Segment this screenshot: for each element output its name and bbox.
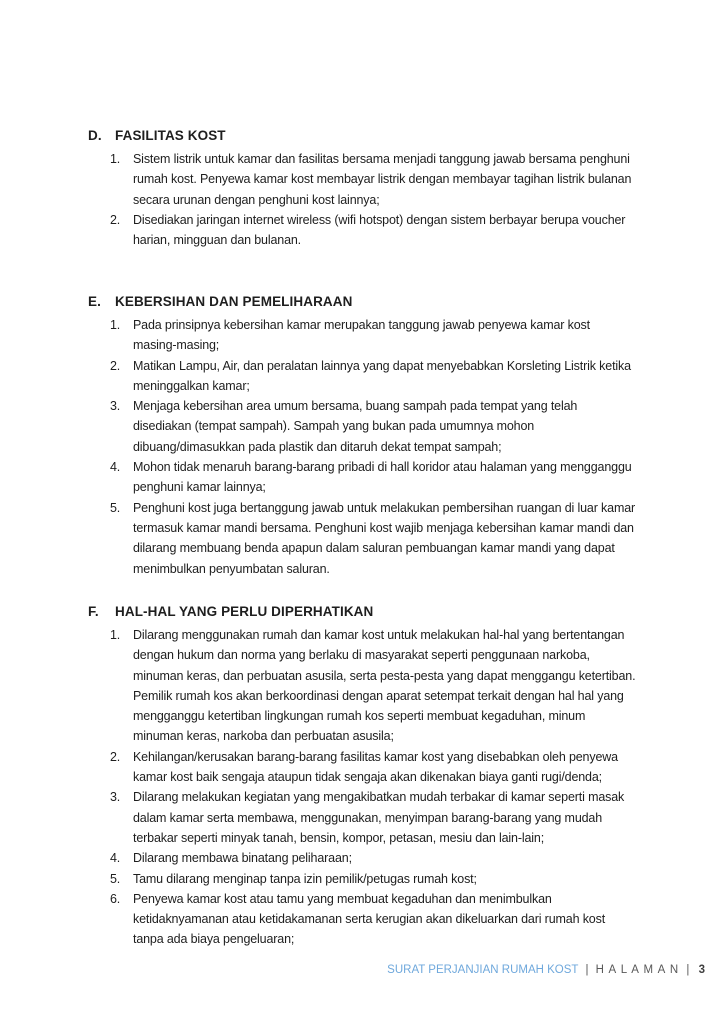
section-kebersihan-dan-pemeliharaan (88, 292, 636, 579)
item-text: Penyewa kamar kost atau tamu yang membuat kegaduhan dan menimbulkan ketidaknyamanan atau ketidakamanan serta kerugian akan dikeluarkan dari rumah kost tanpa ada biaya pengeluaran; (133, 891, 606, 947)
item-number: 4. (110, 460, 121, 475)
item-text: Menjaga kebersihan area umum bersama, buang sampah pada tempat yang telah disediakan (tempat sampah). Sampah yang bukan pada umumnya mohon dibuang/dimasukkan pada plastik dan ditaruh dekat tempat sampah; (133, 399, 578, 454)
item-number: 1. (110, 628, 121, 642)
section-title: KEBERSIHAN DAN PEMELIHARAAN (115, 294, 353, 309)
item-number: 1. (110, 152, 121, 166)
section-title: FASILITAS KOST (115, 128, 226, 143)
list-item (110, 625, 636, 747)
footer-page-number: 3 (698, 964, 705, 976)
item-text: Disediakan jaringan internet wireless (wifi hotspot) dengan sistem berbayar berupa voucher harian, mingguan dan bulanan. (133, 212, 626, 248)
list-item (110, 315, 636, 356)
list-item (110, 457, 636, 498)
item-text: Pada prinsipnya kebersihan kamar merupakan tanggung jawab penyewa kamar kost masing-masing; (133, 318, 590, 353)
section-letter: F. (88, 604, 99, 619)
list-item (110, 747, 636, 788)
section-fasilitas-kost (88, 126, 636, 250)
item-number: 2. (110, 212, 121, 227)
page-footer (387, 962, 705, 978)
item-text: Dilarang membawa binatang peliharaan; (133, 851, 352, 866)
item-text: Mohon tidak menaruh barang-barang pribadi di hall koridor atau halaman yang mengganggu penghuni kamar lainnya; (133, 460, 632, 495)
footer-separator: | (585, 964, 589, 976)
item-text: Kehilangan/kerusakan barang-barang fasilitas kamar kost yang disebabkan oleh penyewa kamar kost baik sengaja ataupun tidak sengaja akan dikenakan biaya ganti rugi/denda; (133, 749, 618, 785)
section-heading (88, 126, 636, 146)
section-item-list (88, 149, 636, 250)
item-number: 6. (110, 891, 121, 906)
item-text: Penghuni kost juga bertanggung jawab untuk melakukan pembersihan ruangan di luar kamar termasuk kamar mandi bersama. Penghuni kost wajib menjaga kebersihan kamar mandi dan dilarang membuang benda apapun dalam saluran pembuangan kamar mandi yang dapat menimbulkan penyumbatan saluran. (133, 500, 636, 576)
section-title: HAL-HAL YANG PERLU DIPERHATIKAN (115, 604, 374, 619)
list-item (110, 889, 636, 950)
section-hal-hal-yang-perlu-diperhatikan (88, 602, 636, 950)
list-item (110, 149, 636, 210)
list-item (110, 210, 636, 251)
item-number: 2. (110, 358, 121, 373)
list-item (110, 396, 636, 457)
footer-document-title: SURAT PERJANJIAN RUMAH KOST (387, 964, 579, 976)
item-text: Tamu dilarang menginap tanpa izin pemilik/petugas rumah kost; (133, 871, 477, 886)
list-item (110, 498, 636, 579)
section-letter: E. (88, 294, 101, 309)
section-item-list (88, 625, 636, 950)
section-item-list (88, 315, 636, 579)
item-number: 4. (110, 851, 121, 866)
section-letter: D. (88, 128, 102, 143)
footer-page-label: H A L A M A N (595, 964, 680, 976)
item-text: Matikan Lampu, Air, dan peralatan lainnya yang dapat menyebabkan Korsleting Listrik ketika meninggalkan kamar; (133, 358, 631, 393)
item-number: 5. (110, 500, 121, 515)
item-number: 5. (110, 871, 121, 886)
item-number: 1. (110, 318, 121, 332)
footer-separator: | (686, 964, 690, 976)
item-number: 2. (110, 749, 121, 764)
item-number: 3. (110, 399, 121, 414)
item-text: Dilarang menggunakan rumah dan kamar kost untuk melakukan hal-hal yang bertentangan dengan hukum dan norma yang berlaku di masyarakat seperti penggunaan narkoba, minuman keras, dan perbuatan asusila, serta pesta-pesta yang dapat menggangu ketertiban. Pemilik rumah kos akan berkoordinasi dengan aparat setempat terkait dengan hal hal yang mengganggu ketertiban lingkungan rumah kos seperti membuat kegaduhan, minum minuman keras, narkoba dan perbuatan asusila; (133, 628, 636, 744)
list-item (110, 356, 636, 397)
section-heading (88, 292, 636, 312)
list-item (110, 848, 636, 868)
list-item (110, 869, 636, 889)
list-item (110, 787, 636, 848)
item-number: 3. (110, 790, 121, 805)
item-text: Sistem listrik untuk kamar dan fasilitas bersama menjadi tanggung jawab bersama penghuni rumah kost. Penyewa kamar kost membayar listrik dengan membayar tagihan listrik bulanan secara urunan dengan penghuni kost lainnya; (133, 152, 632, 207)
item-text: Dilarang melakukan kegiatan yang mengakibatkan mudah terbakar di kamar seperti masak dalam kamar serta membawa, menggunakan, menyimpan barang-barang yang mudah terbakar seperti minyak tanah, bensin, kompor, petasan, mesiu dan lain-lain; (133, 790, 625, 845)
section-heading (88, 602, 636, 622)
